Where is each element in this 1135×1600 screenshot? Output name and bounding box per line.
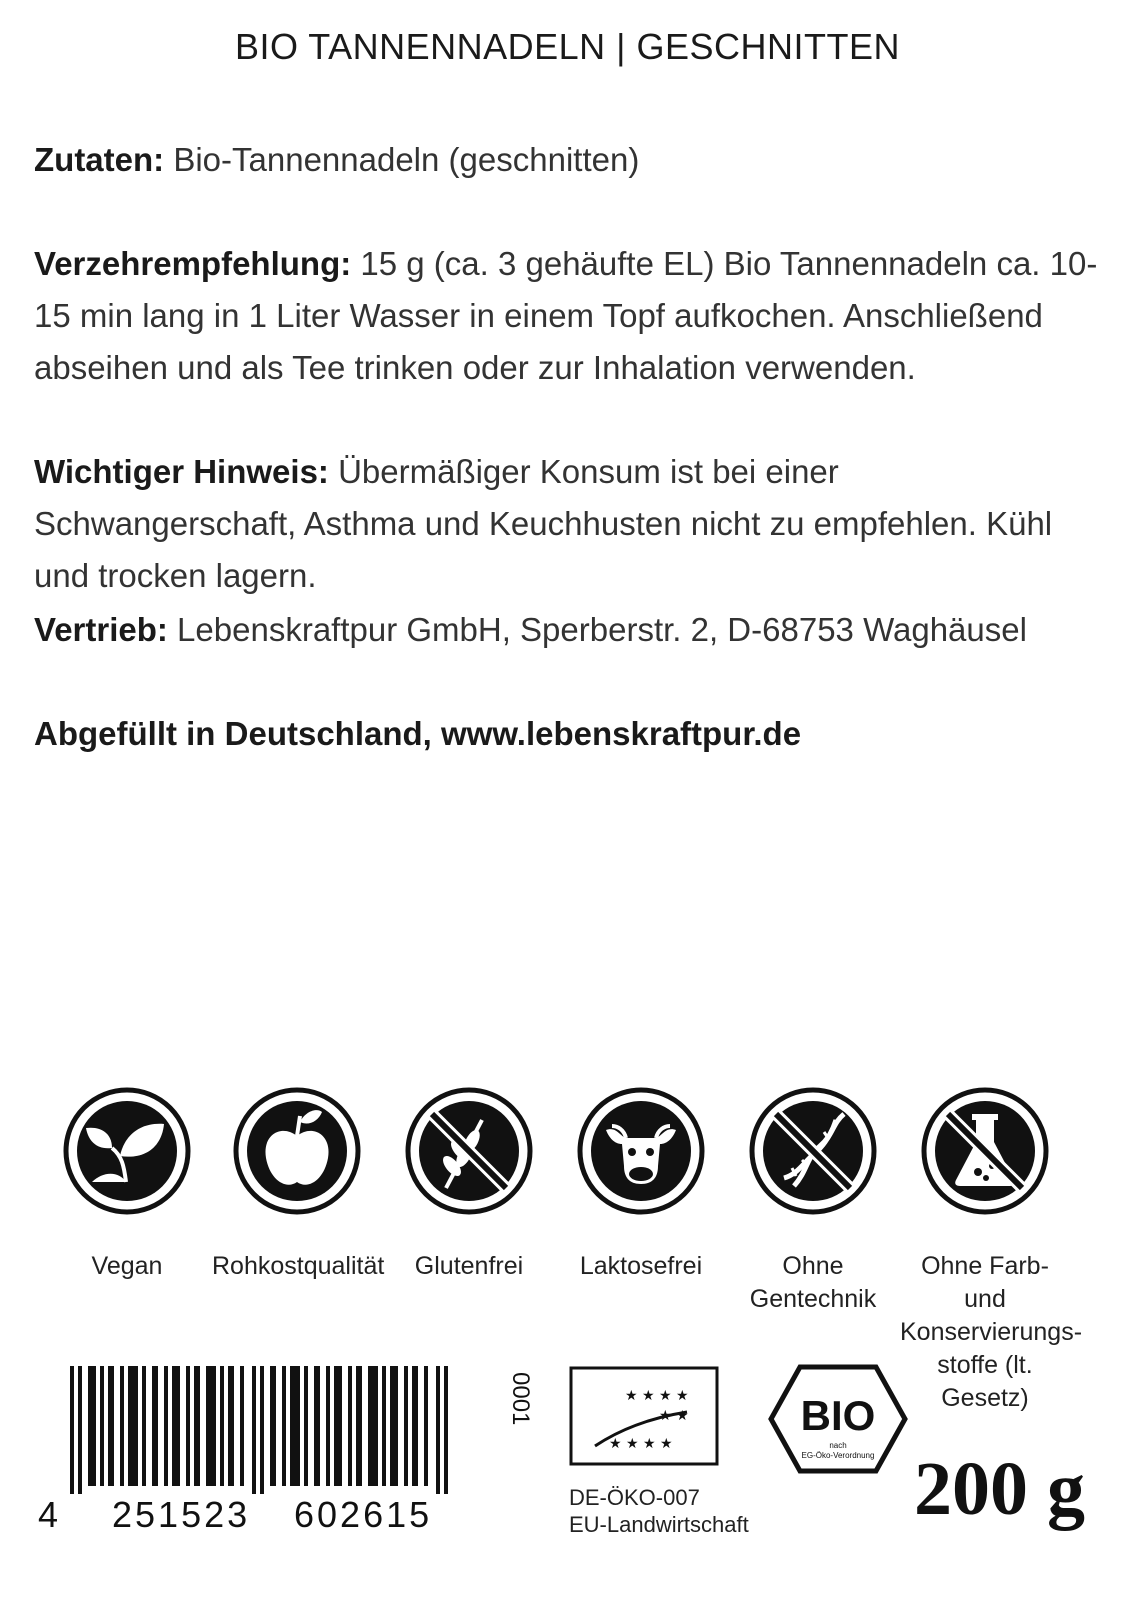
bio-seal-icon xyxy=(768,1364,908,1474)
notice-label: Wichtiger Hinweis: xyxy=(34,453,329,490)
net-weight: 200 g xyxy=(914,1447,1085,1531)
badge-raw-quality xyxy=(212,1086,385,1283)
recommendation-paragraph xyxy=(34,238,1104,394)
certification-code: DE-ÖKO-007 xyxy=(569,1485,700,1510)
badge-no-gmo xyxy=(728,1086,898,1316)
crossed-wheat-icon xyxy=(404,1086,534,1216)
badge-label: Rohkostqualität xyxy=(212,1252,385,1280)
barcode-right-group: 602615 xyxy=(294,1494,433,1535)
badge-label: Laktosefrei xyxy=(579,1252,703,1280)
svg-text:★ ★: ★ ★ xyxy=(659,1408,689,1424)
bottled-paragraph xyxy=(34,708,1104,760)
barcode-first-digit: 4 xyxy=(38,1494,59,1535)
product-title: BIO TANNENNADELN | GESCHNITTEN xyxy=(234,26,901,67)
badge-label: Ohne Gentechnik xyxy=(749,1252,877,1313)
crossed-flask-icon xyxy=(920,1086,1050,1216)
apple-icon xyxy=(232,1086,362,1216)
bio-seal-text: BIO xyxy=(800,1392,876,1439)
badge-lactose-free xyxy=(556,1086,726,1283)
ingredients-text: Bio-Tannennadeln (geschnitten) xyxy=(164,141,640,178)
eu-organic-logo-icon xyxy=(569,1366,719,1466)
badge-no-additives xyxy=(900,1086,1083,1415)
badge-label: Glutenfrei xyxy=(414,1252,524,1280)
ingredients-label: Zutaten: xyxy=(34,141,165,178)
svg-text:EG-Öko-Verordnung: EG-Öko-Verordnung xyxy=(801,1451,875,1460)
badge-gluten-free xyxy=(384,1086,554,1283)
certification-origin: EU-Landwirtschaft xyxy=(569,1512,749,1537)
recommendation-text: 15 g (ca. 3 gehäufte EL) Bio Tannennadeln ca. 10-15 min lang in 1 Liter Wasser in einem Topf aufkochen. Anschließend abseihen und als Tee trinken oder zur Inhalation verwenden. xyxy=(34,245,1098,386)
recommendation-label: Verzehrempfehlung: xyxy=(34,245,352,282)
eu-certification-text xyxy=(569,1484,749,1538)
distribution-text: Lebenskraftpur GmbH, Sperberstr. 2, D-68753 Waghäusel xyxy=(167,611,1027,648)
svg-text:nach: nach xyxy=(829,1441,847,1450)
badge-label: Ohne Farb- und Konservierungs- stoffe (lt. Gesetz) xyxy=(900,1252,1083,1412)
crossed-dna-icon xyxy=(748,1086,878,1216)
cow-icon xyxy=(576,1086,706,1216)
badge-vegan xyxy=(42,1086,212,1283)
bottled-text: Abgefüllt in Deutschland, www.lebenskraftpur.de xyxy=(34,715,802,752)
ingredients-paragraph xyxy=(34,134,1104,186)
notice-text: Übermäßiger Konsum ist bei einer Schwangerschaft, Asthma und Keuchhusten nicht zu empfehlen. Kühl und trocken lagern. xyxy=(34,453,1053,594)
leaf-sprout-icon xyxy=(62,1086,192,1216)
svg-text:★ ★ ★ ★: ★ ★ ★ ★ xyxy=(609,1436,673,1452)
barcode xyxy=(34,1366,494,1496)
svg-text:★ ★ ★ ★: ★ ★ ★ ★ xyxy=(625,1388,689,1404)
badge-label: Vegan xyxy=(91,1252,163,1280)
barcode-side-code: 0001 xyxy=(507,1372,534,1426)
distribution-paragraph xyxy=(34,604,1104,656)
notice-paragraph xyxy=(34,446,1104,602)
distribution-label: Vertrieb: xyxy=(34,611,168,648)
barcode-left-group: 251523 xyxy=(112,1494,251,1535)
